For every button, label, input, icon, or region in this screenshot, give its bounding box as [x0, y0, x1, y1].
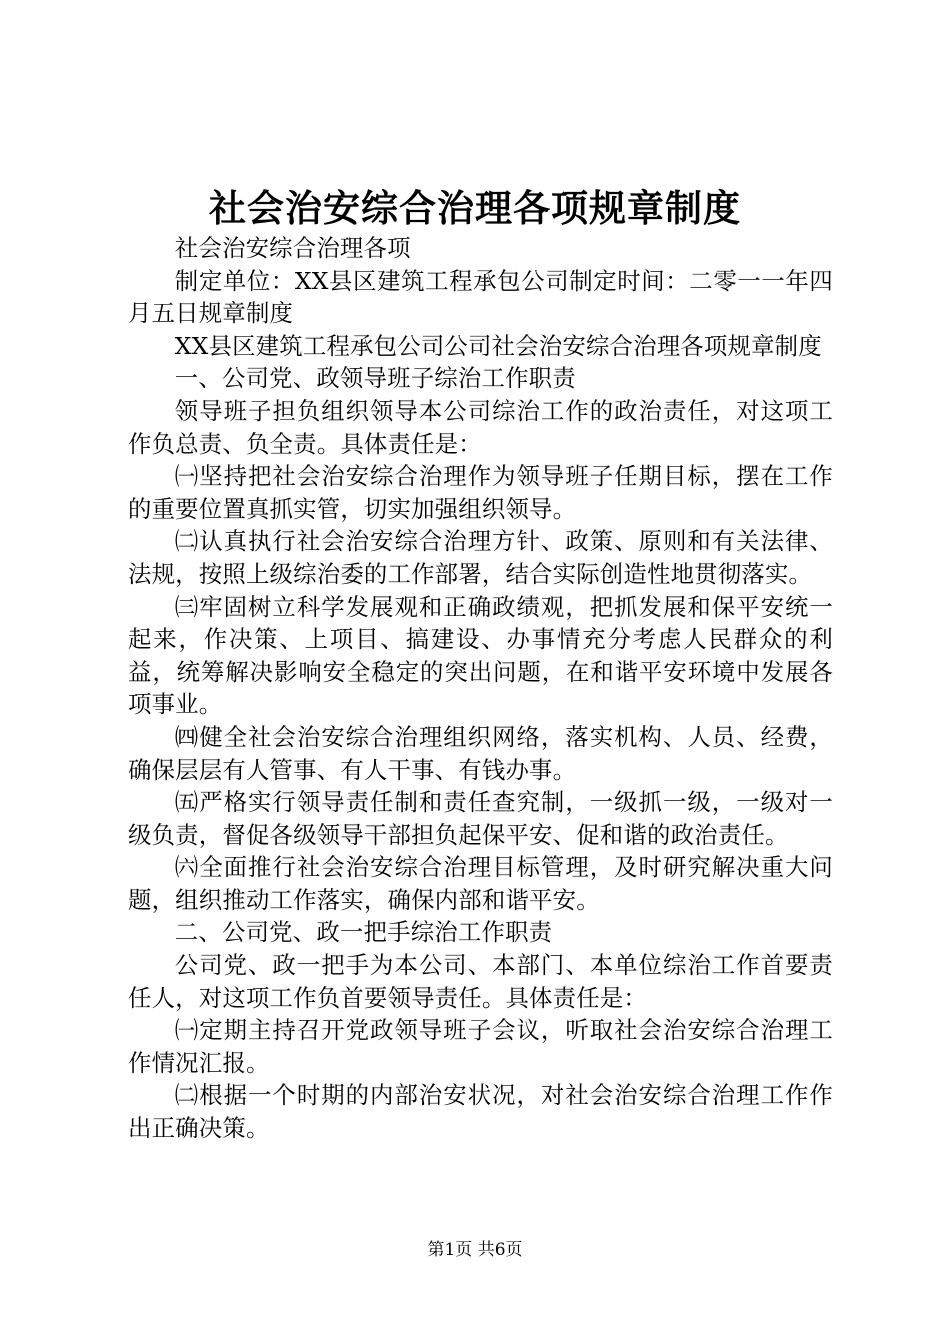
list-item: ㈤严格实行领导责任制和责任查究制，一级抓一级，一级对一级负责，督促各级领导干部担负起保平安、促和谐的政治责任。: [128, 788, 833, 849]
paragraph: 制定单位：XX县区建筑工程承包公司制定时间：二零一一年四月五日规章制度: [128, 266, 833, 328]
paragraph: XX县区建筑工程承包公司公司社会治安综合治理各项规章制度: [174, 331, 822, 360]
document-body: [128, 232, 833, 1145]
list-item: ㈣健全社会治安综合治理组织网络，落实机构、人员、经费，确保层层有人管事、有人干事、有钱办事。: [128, 722, 833, 784]
paragraph: 领导班子担负组织领导本公司综治工作的政治责任，对这项工作负总责、负全责。具体责任是：: [128, 396, 833, 458]
list-item: ㈠坚持把社会治安综合治理作为领导班子任期目标，摆在工作的重要位置真抓实管，切实加强组织领导。: [128, 462, 833, 523]
paragraph: 公司党、政一把手为本公司、本部门、本单位综治工作首要责任人，对这项工作负首要领导责任。具体责任是：: [128, 951, 833, 1012]
list-item: ㈡认真执行社会治安综合治理方针、政策、原则和有关法律、法规，按照上级综治委的工作部署，结合实际创造性地贯彻落实。: [128, 527, 833, 588]
section-heading: 一、公司党、政领导班子综治工作职责: [174, 364, 576, 393]
list-item: ㈢牢固树立科学发展观和正确政绩观，把抓发展和保平安统一起来，作决策、上项目、搞建设、办事情充分考虑人民群众的利益，统筹解决影响安全稳定的突出问题，在和谐平安环境中发展各项事业。: [128, 592, 833, 719]
document-title: 社会治安综合治理各项规章制度: [209, 186, 741, 230]
page-number-footer: 第1页 共6页: [427, 1240, 523, 1260]
paragraph: 社会治安综合治理各项: [174, 234, 411, 262]
list-item: ㈠定期主持召开党政领导班子会议，听取社会治安综合治理工作情况汇报。: [128, 1016, 833, 1077]
section-heading: 二、公司党、政一把手综治工作职责: [174, 918, 553, 947]
list-item: ㈥全面推行社会治安综合治理目标管理，及时研究解决重大问题，组织推动工作落实，确保内部和谐平安。: [128, 853, 833, 914]
list-item: ㈡根据一个时期的内部治安状况，对社会治安综合治理工作作出正确决策。: [128, 1081, 833, 1143]
